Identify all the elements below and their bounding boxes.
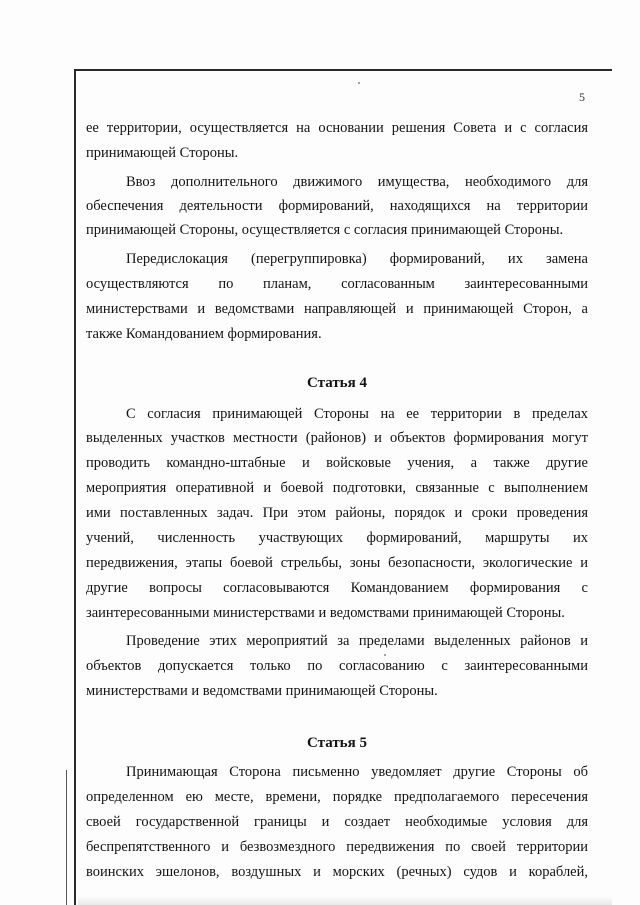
text-line: своей государственной границы и создает необходимые условия для (86, 814, 588, 830)
text-line: Проведение этих мероприятий за пределами выделенных районов и (126, 633, 588, 649)
scan-bottom-shadow (78, 896, 612, 905)
text-line: Передислокация (перегруппировка) формирований, их замена (126, 251, 588, 267)
text-line: другие вопросы согласовываются Командованием формирования с (86, 580, 588, 596)
page-number: 5 (579, 90, 585, 104)
text-line: учений, численность участвующих формирований, маршруты их (86, 530, 588, 546)
text-line: Ввоз дополнительного движимого имущества, необходимого для (126, 174, 588, 190)
text-line: принимающей Стороны, осуществляется с согласия принимающей Стороны. (86, 222, 564, 238)
scan-left-edge (74, 69, 76, 905)
text-line: обеспечения деятельности формирований, находящихся на территории (86, 198, 588, 214)
text-line: проводить командно-штабные и войсковые учения, а также другие (86, 455, 588, 471)
text-line: министерствами и ведомствами направляющей и принимающей Сторон, а (86, 301, 588, 317)
scan-speck (358, 82, 360, 84)
text-line: также Командованием формирования. (86, 326, 322, 342)
text-line: ими поставленных задач. При этом районы, порядок и сроки проведения (86, 505, 588, 521)
text-line: осуществляются по планам, согласованным заинтересованными (86, 276, 588, 292)
text-line: ее территории, осуществляется на основании решения Совета и с согласия (86, 120, 588, 136)
text-line: объектов допускается только по согласованию с заинтересованными (86, 658, 588, 674)
text-line: Принимающая Сторона письменно уведомляет другие Стороны об (126, 764, 588, 780)
scan-left-edge-shadow (66, 770, 67, 905)
article-5-heading: Статья 5 (307, 735, 367, 751)
text-line: определенном ею месте, времени, порядке предполагаемого пересечения (86, 789, 588, 805)
text-line: заинтересованными министерствами и ведомствами принимающей Стороны. (86, 605, 565, 621)
text-line: мероприятия оперативной и боевой подготовки, связанные с выполнением (86, 480, 588, 496)
scan-top-edge (74, 69, 612, 71)
scan-speck (384, 654, 386, 656)
text-line: выделенных участков местности (районов) и объектов формирования могут (86, 430, 588, 446)
text-line: принимающей Стороны. (86, 145, 239, 161)
text-line: воинских эшелонов, воздушных и морских (речных) судов и кораблей, (86, 864, 588, 880)
text-line: С согласия принимающей Стороны на ее территории в пределах (126, 406, 588, 422)
text-line: министерствами и ведомствами принимающей Стороны. (86, 683, 438, 699)
text-line: передвижения, этапы боевой стрельбы, зоны безопасности, экологические и (86, 555, 588, 571)
article-4-heading: Статья 4 (307, 375, 367, 391)
text-line: беспрепятственного и безвозмездного передвижения по своей территории (86, 839, 588, 855)
